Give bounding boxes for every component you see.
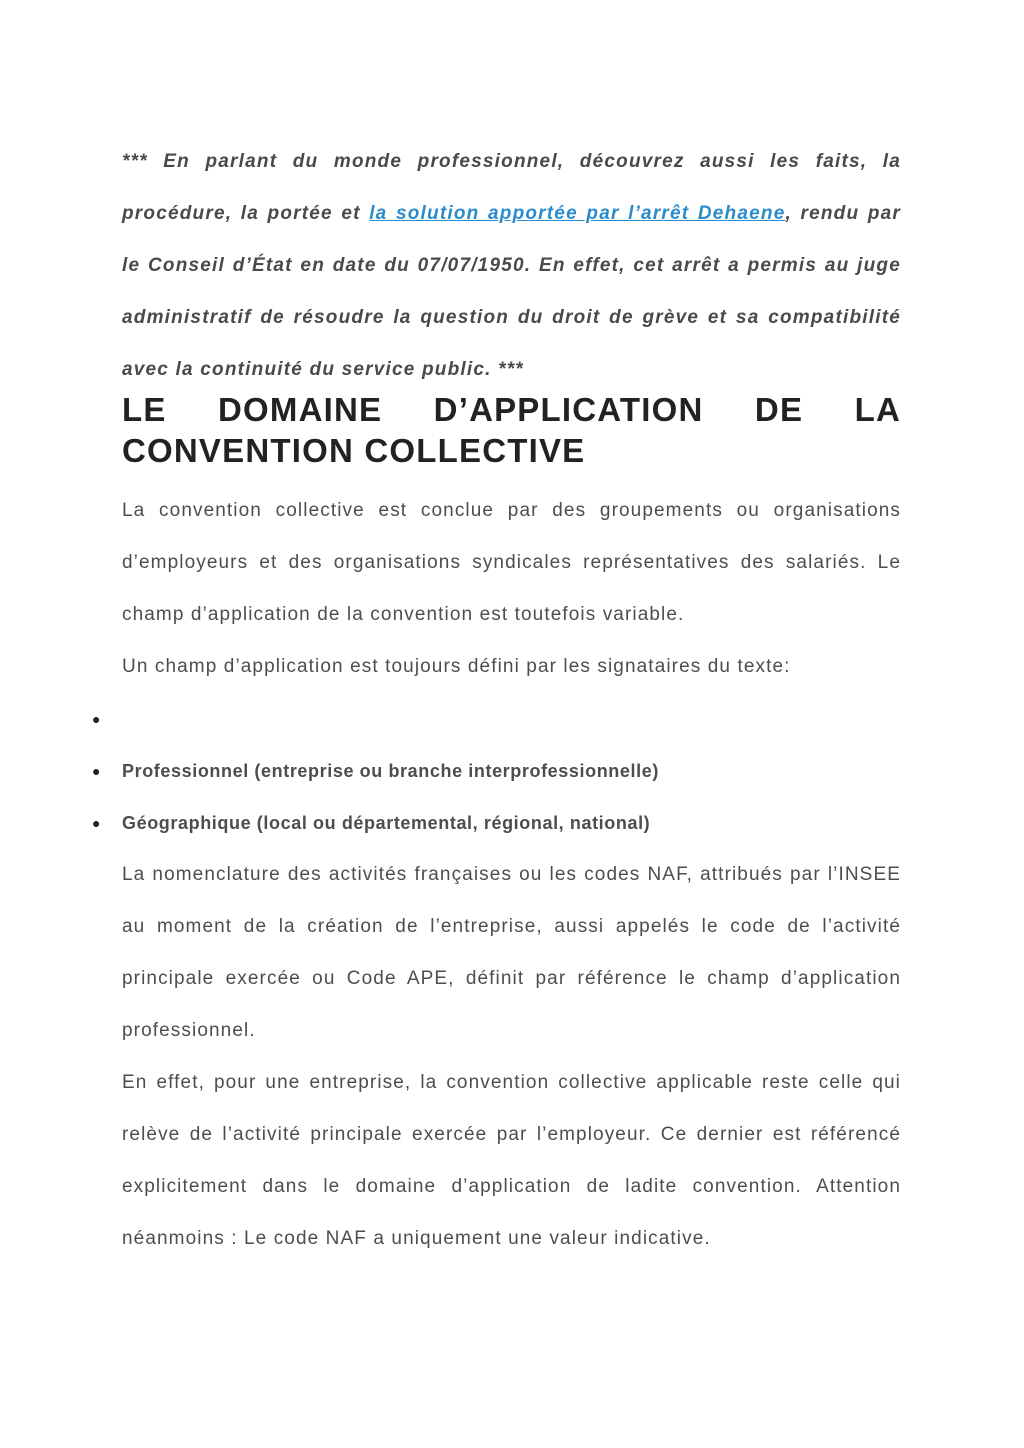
list-item	[92, 745, 901, 797]
list-item-label: Géographique (local ou départemental, régional, national)	[122, 813, 651, 833]
bullet-icon: ●	[92, 815, 102, 831]
section-heading	[122, 389, 901, 471]
section-heading-line1: LE DOMAINE D’APPLICATION DE LA	[122, 391, 901, 428]
scope-list	[92, 693, 901, 849]
document-page	[92, 136, 901, 1265]
body-paragraph-1: La convention collective est conclue par des groupements ou organisations d’employeurs et des organisations syndicales représentatives des salariés. Le champ d’application de la convention est toutefois variable.	[122, 500, 901, 625]
list-item	[92, 693, 901, 745]
intro-text-end: , rendu par le Conseil d’État en date du 07/07/1950. En effet, cet arrêt a permis au juge administratif de résoudre la question du droit de grève et sa compatibilité avec la continuité du service public. ***	[122, 203, 901, 380]
intro-text-start: *** En parlant du monde professionnel, découvrez aussi les faits, la procédure, la portée et	[122, 151, 901, 224]
dehaene-link[interactable]: la solution apportée par l’arrêt Dehaene	[369, 203, 786, 224]
intro-paragraph	[122, 136, 901, 396]
list-item-label: Professionnel (entreprise ou branche interprofessionnelle)	[122, 761, 659, 781]
body-paragraph-3: La nomenclature des activités françaises ou les codes NAF, attribués par l’INSEE au moment de la création de l’entreprise, aussi appelés le code de l’activité principale exercée ou Code APE, définit par référence le champ d’application professionnel.	[122, 864, 901, 1041]
bullet-icon: ●	[92, 763, 102, 779]
list-item	[92, 797, 901, 849]
body-paragraph-2: Un champ d’application est toujours défini par les signataires du texte:	[122, 656, 791, 677]
section-heading-line2: CONVENTION COLLECTIVE	[122, 432, 586, 469]
body-paragraph-4: En effet, pour une entreprise, la convention collective applicable reste celle qui relève de l’activité principale exercée par l’employeur. Ce dernier est référencé explicitement dans le domaine d’application de ladite convention. Attention néanmoins : Le code NAF a uniquement une valeur indicative.	[122, 1072, 901, 1249]
bullet-icon: ●	[92, 711, 102, 727]
